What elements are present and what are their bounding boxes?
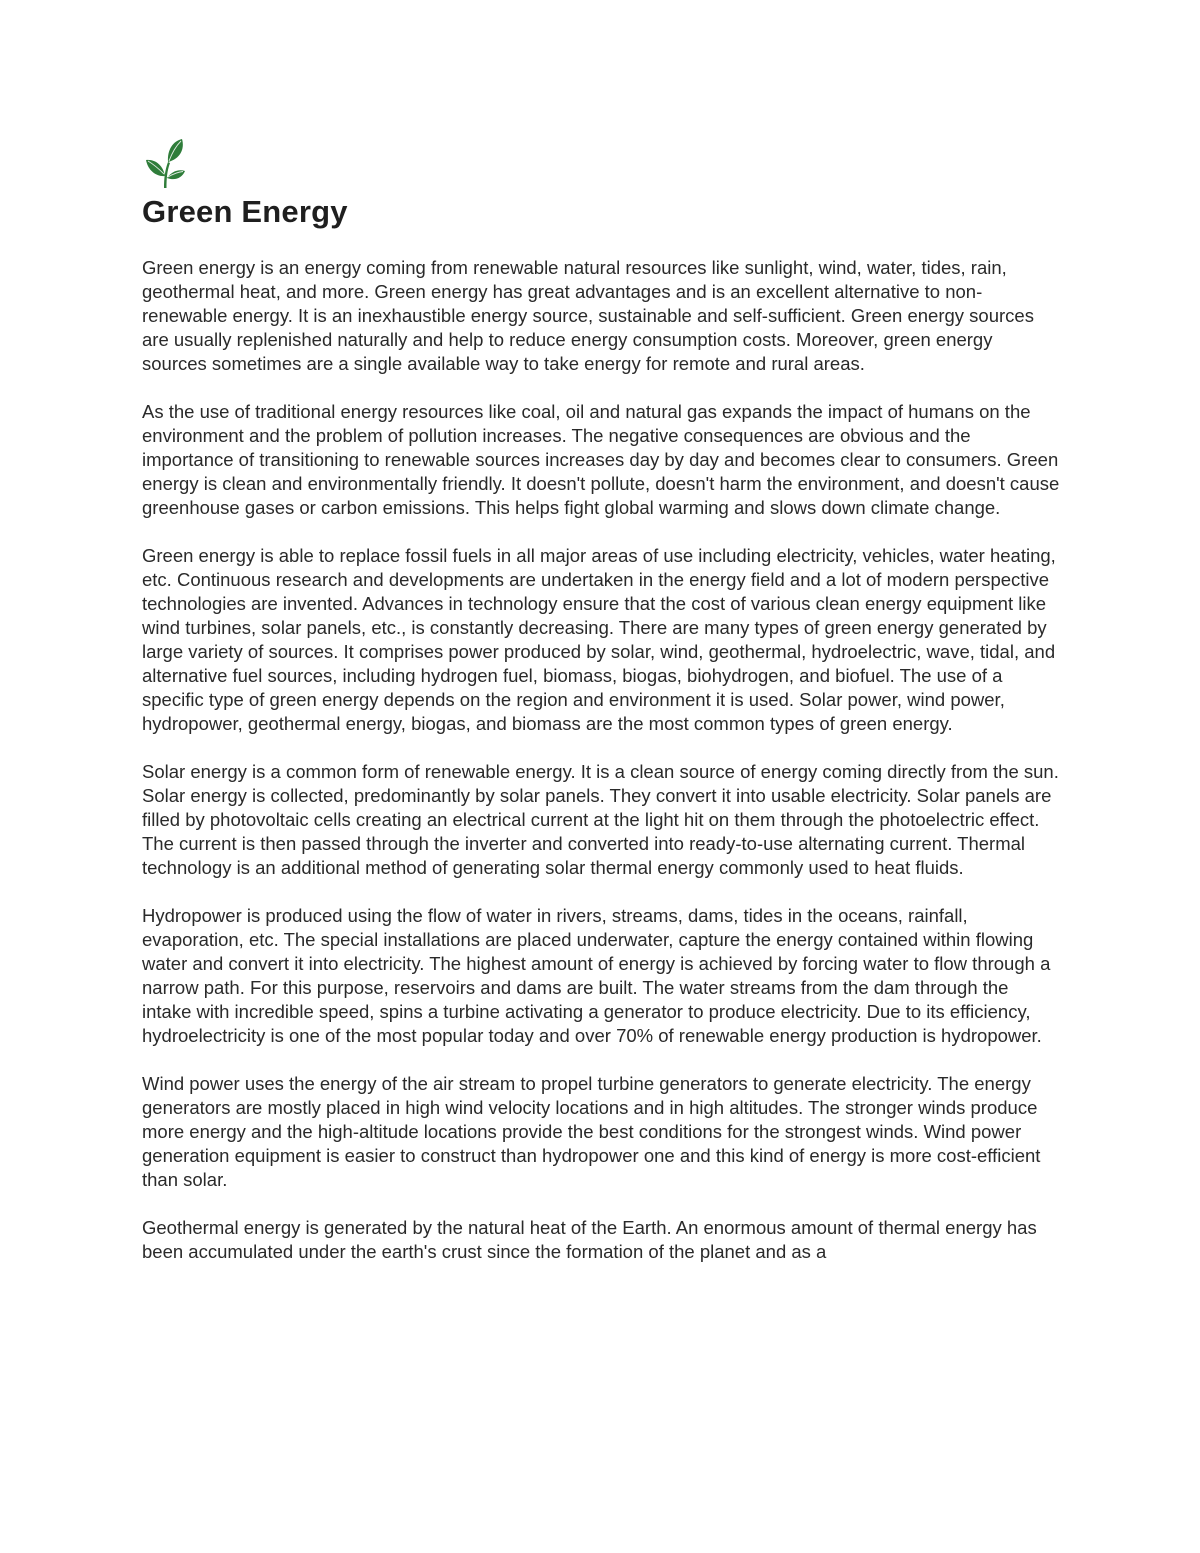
paragraph-types: Green energy is able to replace fossil fuels in all major areas of use including electricity, vehicles, water heating, etc. Continuous research and developments are undertaken in the energy field and a lot of modern perspective technologies are invented. Advances in technology ensure that the cost of various clean energy equipment like wind turbines, solar panels, etc., is constantly decreasing. There are many types of green energy generated by large variety of sources. It comprises power produced by solar, wind, geothermal, hydroelectric, wave, tidal, and alternative fuel sources, including hydrogen fuel, biomass, biogas, biohydrogen, and biofuel. The use of a specific type of green energy depends on the region and environment it is used. Solar power, wind power, hydropower, geothermal energy, biogas, and biomass are the most common types of green energy.	[142, 545, 1056, 734]
paragraph-solar: Solar energy is a common form of renewable energy. It is a clean source of energy coming directly from the sun. Solar energy is collected, predominantly by solar panels. They convert it into usable electricity. Solar panels are filled by photovoltaic cells creating an electrical current at the light hit on them through the photoelectric effect. The current is then passed through the inverter and converted into ready-to-use alternating current. Thermal technology is an additional method of generating solar thermal energy commonly used to heat fluids.	[142, 761, 1059, 878]
paragraph-hydropower: Hydropower is produced using the flow of water in rivers, streams, dams, tides in the oceans, rainfall, evaporation, etc. The special installations are placed underwater, capture the energy contained within flowing water and convert it into electricity. The highest amount of energy is achieved by forcing water to flow through a narrow path. For this purpose, reservoirs and dams are built. The water streams from the dam through the intake with incredible speed, spins a turbine activating a generator to produce electricity. Due to its efficiency, hydroelectricity is one of the most popular today and over 70% of renewable energy production is hydropower.	[142, 905, 1051, 1046]
paragraph-environment: As the use of traditional energy resources like coal, oil and natural gas expands the impact of humans on the environment and the problem of pollution increases. The negative consequences are obvious and the importance of transitioning to renewable sources increases day by day and becomes clear to consumers. Green energy is clean and environmentally friendly. It doesn't pollute, doesn't harm the environment, and doesn't cause greenhouse gases or carbon emissions. This helps fight global warming and slows down climate change.	[142, 401, 1060, 518]
leaf-sprout-icon	[140, 136, 190, 190]
page-title: Green Energy	[142, 194, 348, 229]
paragraph-intro: Green energy is an energy coming from renewable natural resources like sunlight, wind, water, tides, rain, geothermal heat, and more. Green energy has great advantages and is an excellent alternative to non-renewable energy. It is an inexhaustible energy source, sustainable and self-sufficient. Green energy sources are usually replenished naturally and help to reduce energy consumption costs. Moreover, green energy sources sometimes are a single available way to take energy for remote and rural areas.	[142, 257, 1034, 374]
paragraph-wind: Wind power uses the energy of the air stream to propel turbine generators to generate electricity. The energy generators are mostly placed in high wind velocity locations and in high altitudes. The stronger winds produce more energy and the high-altitude locations provide the best conditions for the strongest winds. Wind power generation equipment is easier to construct than hydropower one and this kind of energy is more cost-efficient than solar.	[142, 1073, 1041, 1190]
document-page	[142, 136, 1062, 1288]
paragraph-geothermal: Geothermal energy is generated by the natural heat of the Earth. An enormous amount of thermal energy has been accumulated under the earth's crust since the formation of the planet and as a	[142, 1217, 1037, 1262]
article-body	[142, 256, 1062, 1264]
